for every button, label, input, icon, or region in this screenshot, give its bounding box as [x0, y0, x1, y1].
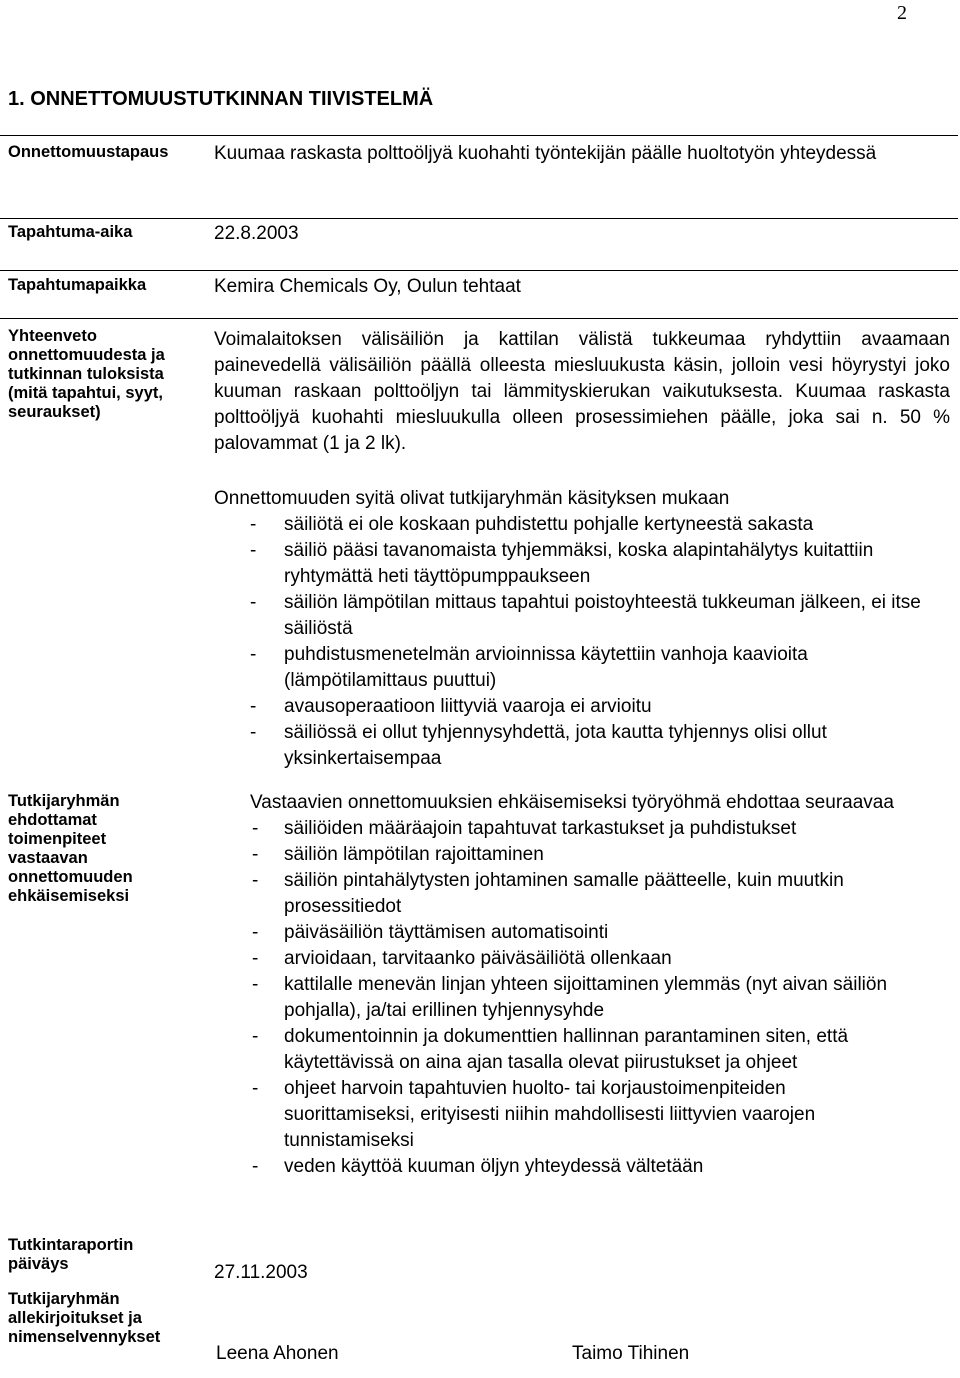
signature-name: Leena Ahonen — [216, 1343, 339, 1364]
list-item: - kattilalle menevän linjan yhteen sijoittaminen ylemmäs (nyt aivan säiliön pohjalla), ja/tai erillinen tyhjennysyhde — [250, 972, 918, 1024]
row-divider — [0, 270, 958, 271]
accident-label: Onnettomuustapaus — [8, 143, 169, 161]
row-divider — [0, 318, 958, 319]
list-item: - päiväsäiliön täyttämisen automatisointi — [250, 920, 918, 946]
list-item: - säiliö pääsi tavanomaista tyhjemmäksi, koska alapintahälytys kuitattiin ryhtymättä heti täyttöpumppaukseen — [214, 538, 950, 590]
list-item: - säiliötä ei ole koskaan puhdistettu pohjalle kertyneestä sakasta — [214, 512, 950, 538]
section-title: 1. ONNETTOMUUSTUTKINNAN TIIVISTELMÄ — [8, 88, 434, 110]
place-value: Kemira Chemicals Oy, Oulun tehtaat — [214, 276, 521, 297]
list-item: - säiliön lämpötilan rajoittaminen — [250, 842, 918, 868]
list-item: - avausoperaatioon liittyviä vaaroja ei arvioitu — [214, 694, 950, 720]
list-item: - säiliössä ei ollut tyhjennysyhdettä, jota kautta tyhjennys olisi ollut yksinkertaisempaa — [214, 720, 950, 772]
report-date-label: Tutkintaraportin päiväys — [8, 1236, 134, 1273]
time-label: Tapahtuma-aika — [8, 223, 133, 241]
causes-intro: Onnettomuuden syitä olivat tutkijaryhmän käsityksen mukaan — [214, 488, 730, 509]
list-item: - puhdistusmenetelmän arvioinnissa käytettiin vanhoja kaavioita (lämpötilamittaus puuttui) — [214, 642, 950, 694]
summary-label: Yhteenveto onnettomuudesta ja tutkinnan tuloksista (mitä tapahtui, syyt, seuraukset) — [8, 327, 165, 421]
measures-intro: Vastaavien onnettomuuksien ehkäisemiseksi työryöhmä ehdottaa seuraavaa — [250, 792, 894, 813]
report-date-value: 27.11.2003 — [214, 1262, 308, 1283]
measures-list — [250, 816, 918, 1180]
page-number: 2 — [897, 2, 907, 24]
list-item: - arvioidaan, tarvitaanko päiväsäiliötä ollenkaan — [250, 946, 918, 972]
measures-label: Tutkijaryhmän ehdottamat toimenpiteet vastaavan onnettomuuden ehkäisemiseksi — [8, 792, 133, 905]
causes-section — [214, 486, 950, 772]
time-value: 22.8.2003 — [214, 223, 299, 244]
summary-paragraph: Voimalaitoksen välisäiliön ja kattilan välistä tukkeumaa ryhdyttiin avaamaan painevedellä välisäiliön päällä olleesta miesluukusta käsin, jolloin vesi höyrystyi joko kuuman raskaan polttoöljyn tai lämmityskierukan vaikutuksesta. Kuumaa raskasta polttoöljyä kuohahti miesluukulla olleen prosessimiehen päälle, joka sai n. 50 % palovammat (1 ja 2 lk). — [214, 329, 950, 454]
list-item: - säiliön pintahälytysten johtaminen samalle päätteelle, kuin muutkin prosessitiedot — [250, 868, 918, 920]
causes-list — [214, 512, 950, 772]
list-item: - veden käyttöä kuuman öljyn yhteydessä vältetään — [250, 1154, 918, 1180]
measures-section — [250, 790, 918, 1180]
place-label: Tapahtumapaikka — [8, 276, 147, 294]
accident-value: Kuumaa raskasta polttoöljyä kuohahti työntekijän päälle huoltotyön yhteydessä — [214, 143, 877, 164]
list-item: - ohjeet harvoin tapahtuvien huolto- tai korjaustoimenpiteiden suorittamiseksi, erityisesti niihin mahdollisesti liittyvien vaarojen tunnistamiseksi — [250, 1076, 918, 1154]
signature-name: Taimo Tihinen — [572, 1343, 690, 1364]
table-top-rule — [0, 135, 958, 136]
list-item: - dokumentoinnin ja dokumenttien hallinnan parantaminen siten, että käytettävissä on aina ajan tasalla olevat piirustukset ja ohjeet — [250, 1024, 918, 1076]
row-divider — [0, 218, 958, 219]
list-item: - säiliön lämpötilan mittaus tapahtui poistoyhteestä tukkeuman jälkeen, ei itse säiliöstä — [214, 590, 950, 642]
list-item: - säiliöiden määräajoin tapahtuvat tarkastukset ja puhdistukset — [250, 816, 918, 842]
signatures-label: Tutkijaryhmän allekirjoitukset ja nimenselvennykset — [8, 1290, 161, 1346]
